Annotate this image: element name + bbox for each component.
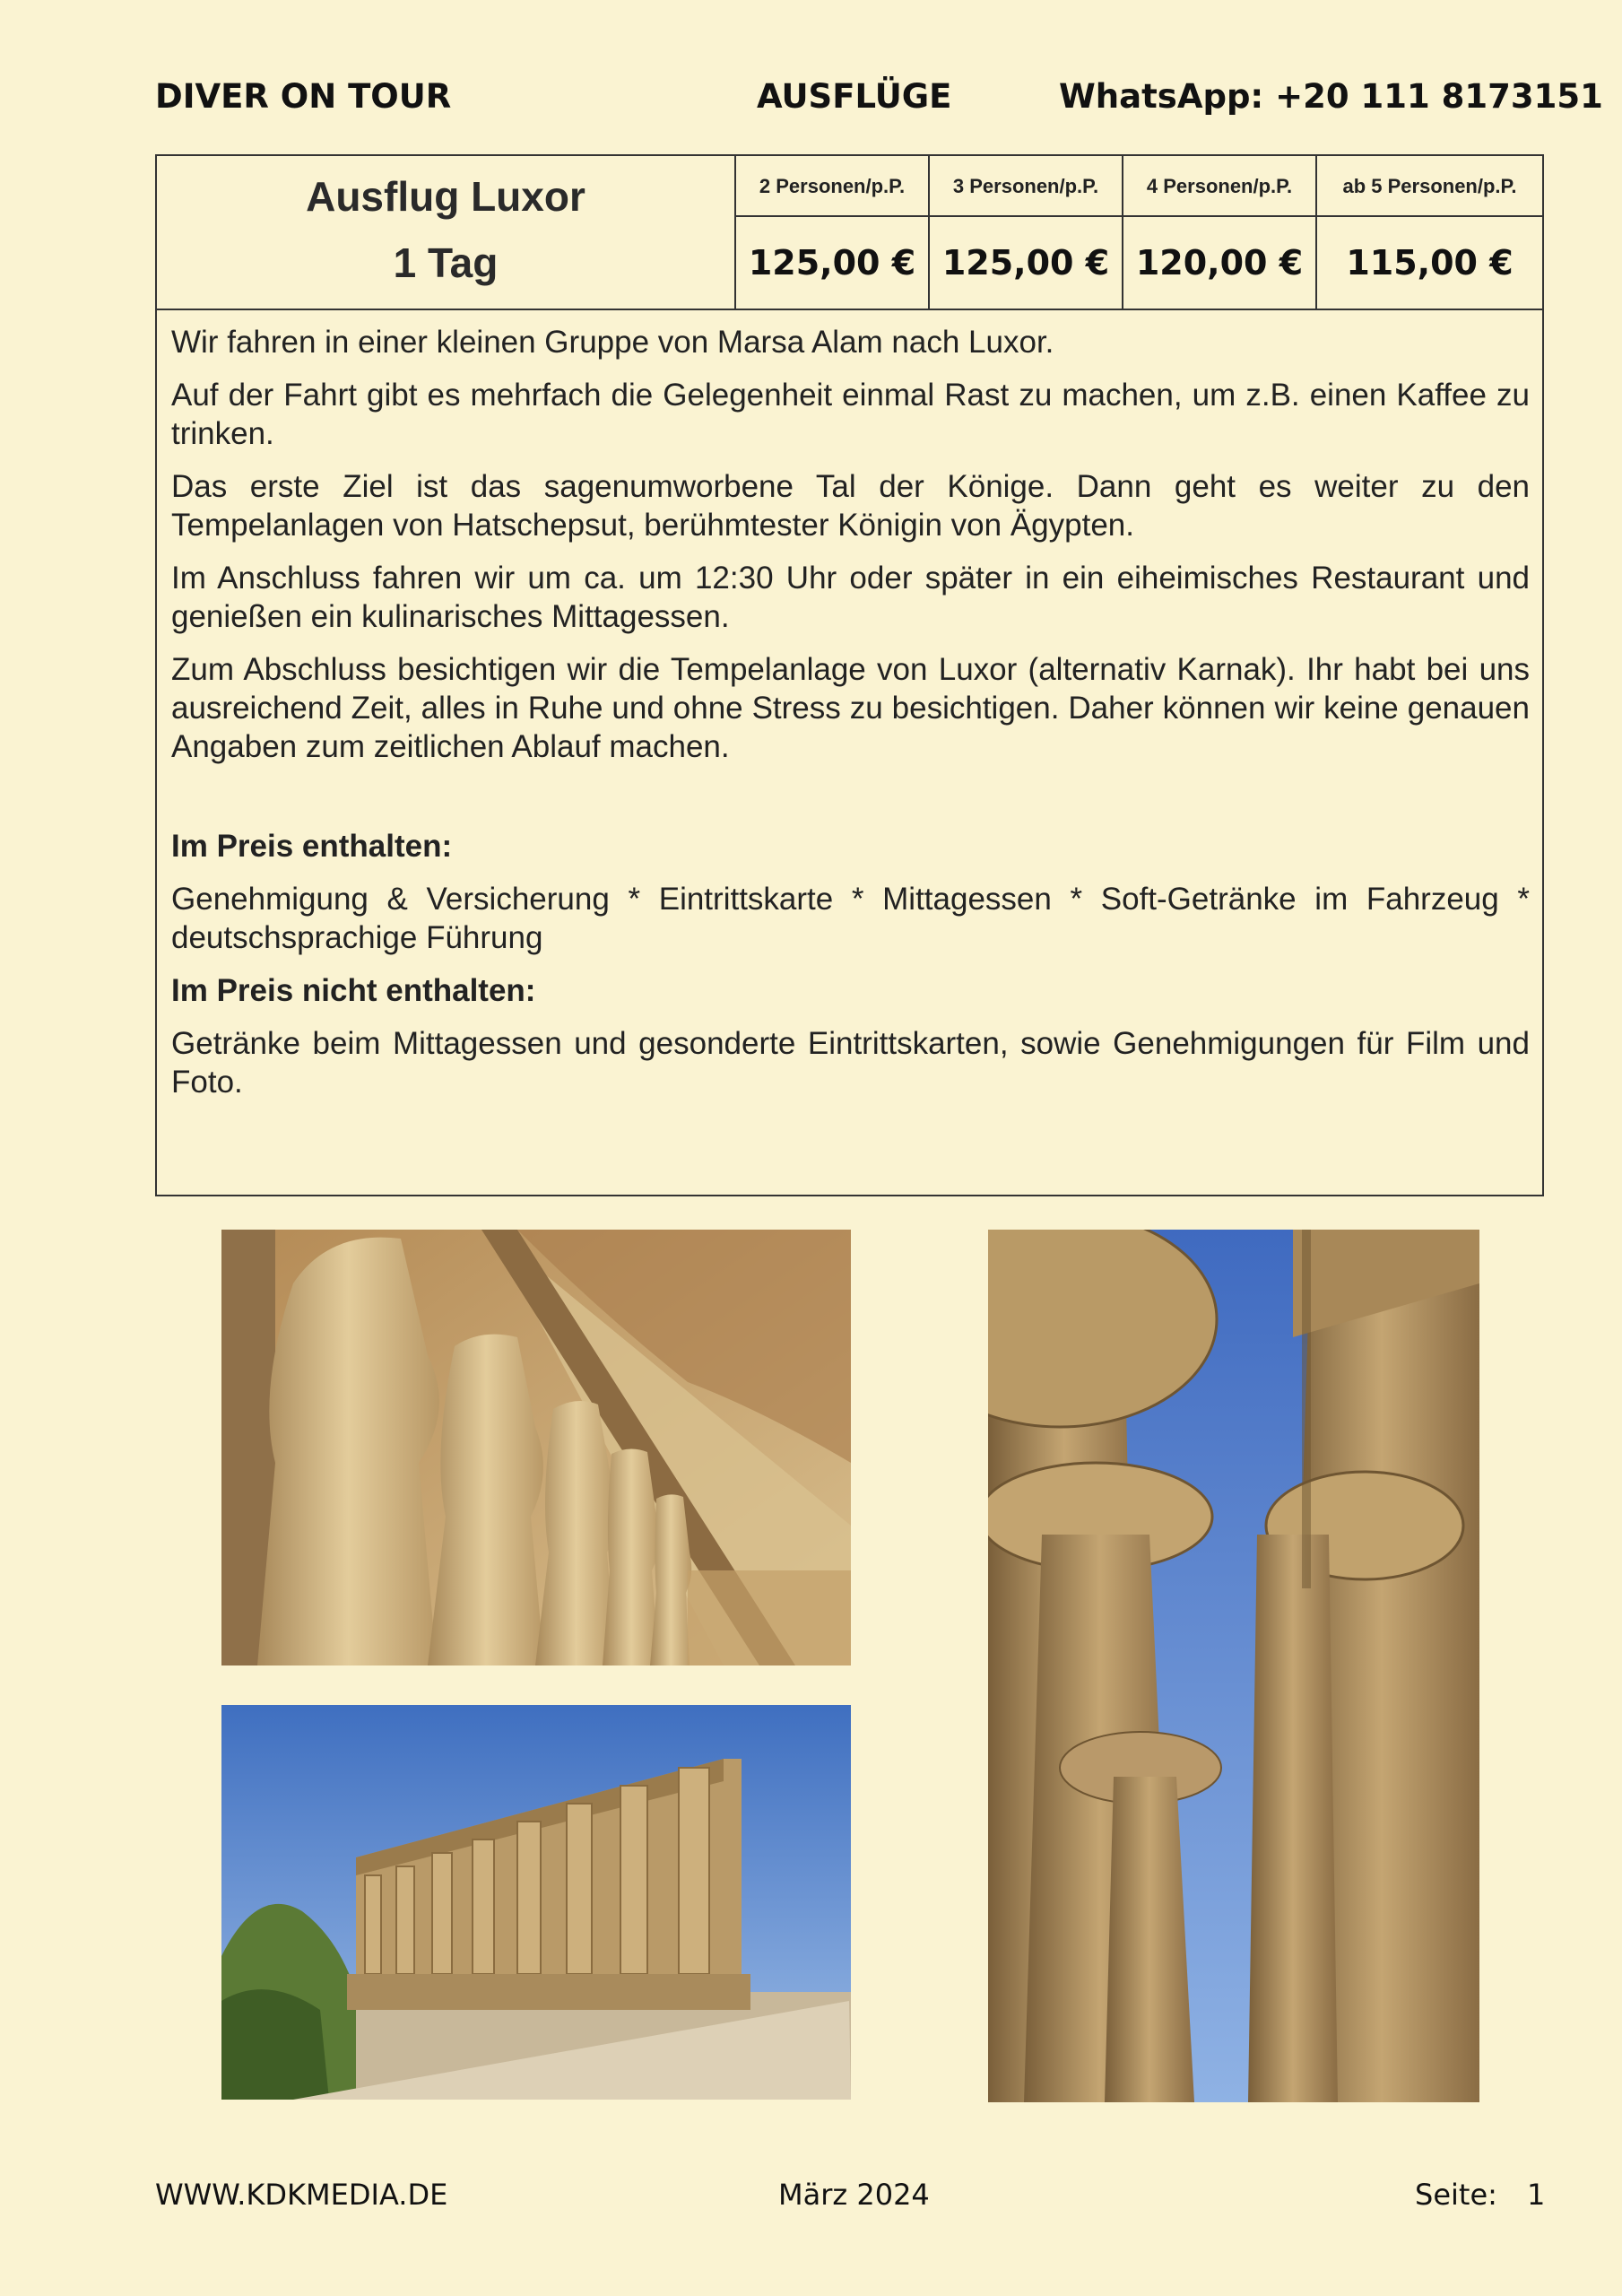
tour-box [155, 154, 1544, 1196]
price-column-label: 3 Personen/p.P. [930, 156, 1122, 217]
publication-date: März 2024 [778, 2178, 930, 2212]
karnak-columns-photo [988, 1230, 1479, 2102]
price-value: 125,00 € [748, 243, 916, 283]
description-paragraph: Im Anschluss fahren wir um ca. um 12:30 Uhr oder später in ein eiheimisches Restaurant und genießen ein kulinarisches Mittagessen. [171, 561, 1530, 634]
tour-description [171, 323, 1530, 1116]
page-number: 1 [1527, 2178, 1546, 2212]
price-value: 115,00 € [1346, 243, 1514, 283]
tour-title: Ausflug Luxor [306, 173, 585, 220]
section-title: AUSFLÜGE [757, 77, 952, 116]
description-paragraph: Das erste Ziel ist das sagenumworbene Tal der Könige. Dann geht es weiter zu den Tempelanlagen von Hatschepsut, berühmtester Königin von Ägypten. [171, 469, 1530, 543]
page-label: Seite: [1415, 2178, 1497, 2212]
price-value: 125,00 € [941, 243, 1110, 283]
price-column-3-persons [930, 156, 1123, 309]
price-table [157, 156, 1542, 310]
description-paragraph: Auf der Fahrt gibt es mehrfach die Gelegenheit einmal Rast zu machen, um z.B. einen Kaffee zu trinken. [171, 378, 1530, 451]
luxor-temple-colonnade-photo [221, 1705, 851, 2100]
website-link[interactable]: WWW.KDKMEDIA.DE [155, 2178, 448, 2212]
price-column-4-persons [1123, 156, 1317, 309]
description-paragraph: Wir fahren in einer kleinen Gruppe von Marsa Alam nach Luxor. [171, 325, 1054, 360]
price-column-2-persons [736, 156, 930, 309]
price-column-5-plus-persons [1317, 156, 1542, 309]
not-included-text: Getränke beim Mittagessen und gesonderte Eintrittskarten, sowie Genehmigungen für Film und Foto. [171, 1026, 1530, 1100]
price-value: 120,00 € [1135, 243, 1304, 283]
hatshepsut-statues-photo [221, 1230, 851, 1665]
description-paragraph: Zum Abschluss besichtigen wir die Tempelanlage von Luxor (alternativ Karnak). Ihr habt bei uns ausreichend Zeit, alles in Ruhe und ohne Stress zu besichtigen. Daher können wir keine genauen Angaben zum zeitlichen Ablauf machen. [171, 652, 1530, 764]
whatsapp-contact: WhatsApp: +20 111 8173151 [1059, 77, 1603, 116]
price-column-label: 4 Personen/p.P. [1123, 156, 1315, 217]
included-heading: Im Preis enthalten: [171, 829, 453, 864]
price-column-label: 2 Personen/p.P. [736, 156, 928, 217]
page-footer [0, 2178, 1622, 2222]
brand-name: DIVER ON TOUR [155, 77, 452, 116]
price-column-label: ab 5 Personen/p.P. [1317, 156, 1542, 217]
not-included-heading: Im Preis nicht enthalten: [171, 973, 536, 1008]
tour-title-cell [157, 156, 736, 309]
included-text: Genehmigung & Versicherung * Eintrittskarte * Mittagessen * Soft-Getränke im Fahrzeug * deutschsprachige Führung [171, 882, 1530, 955]
page-header [0, 77, 1622, 127]
tour-duration: 1 Tag [393, 239, 499, 286]
